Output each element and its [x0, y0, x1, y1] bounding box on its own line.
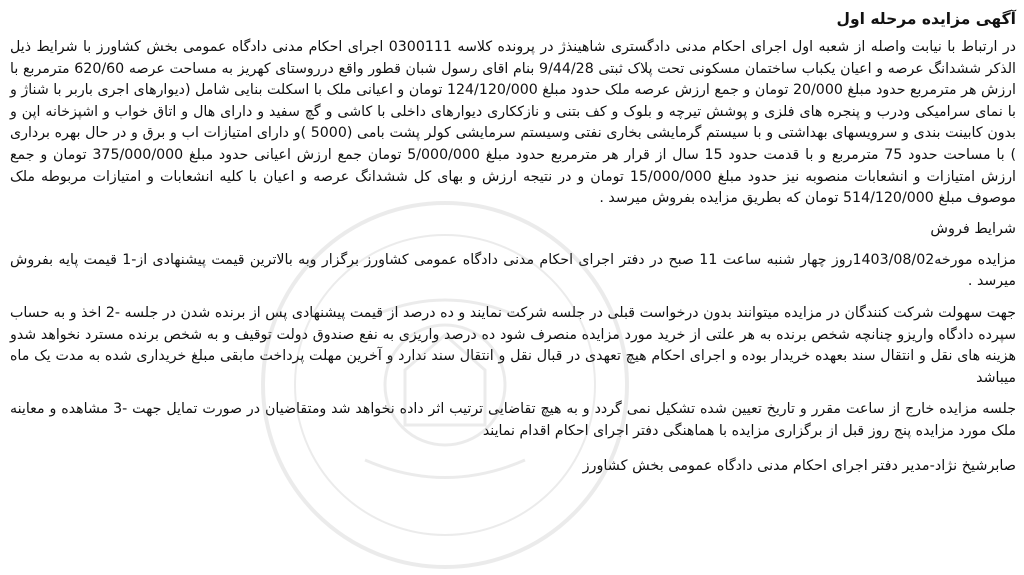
signature-line: صابرشیخ نژاد-مدیر دفتر اجرای احکام مدنی دادگاه عمومی بخش کشاورز	[582, 457, 1016, 474]
condition-item-2: جهت سهولت شرکت کنندگان در مزایده میتوانند بدون درخواست قبلی در جلسه شرکت نمایند و ده درصد از قیمت پیشنهادی پس از برنده شدن در جلسه -2 اخذ و به حساب سپرده دادگاه واریزو چنانچه شخص برنده به هر علتی از خرید مورد مزایده منصرف شود ده درصد واریزی به نفع صندوق دولت توقیف و به شخص برنده مسترد نخواهد شدو هزینه های نقل و انتقال سند بعهده خریدار بوده و اجرای احکام هیچ تعهدی در قبال نقل و انتقال سند ندارد و آخرین مهلت پرداخت مابقی مبلغ خریداری شده به مدت یک ماه میباشد	[10, 304, 1016, 386]
notice-body: در ارتباط با نیابت واصله از شعبه اول اجرای احکام مدنی دادگستری شاهینذژ در پرونده کلاسه 0300111 اجرای احکام مدنی دادگاه عمومی بخش کشاورز با شرایط ذیل الذکر ششدانگ عرصه و اعیان یکباب ساختمان مسکونی تحت پلاک ثبتی 9/44/28 بنام اقای رسول شبان قطور واقع درروستای کهریز به مساحت عرصه 620/60 مترمربع با ارزش هر مترمربع حدود مبلغ 20/000 تومان و جمع ارزش عرصه ملک حدود مبلغ 124/120/000 تومان و اعیانی ملک با اسکلت بنایی شامل (دیوارهای اجری باربر با شناژ و با نمای سرامیکی ودرب و پنجره های فلزی و پوشش تیرچه و بلوک و کف بتنی و نازککاری دیوارهای داخلی با کاشی و گچ سفید و دارای هال و اتاق خواب و اشپزخانه اپن و بدون کابینت بندی و سرویسهای بهداشتی و با سیستم گرمایشی بخاری نفتی وسیستم سرمایشی کولر پشت بامی (5000 )و دارای امتیازات اب و برق و در حال بهره برداری ) با مساحت حدود 75 مترمربع و با قدمت حدود 15 سال از قرار هر مترمربع حدود مبلغ 5/000/000 تومان جمع ارزش اعیانی حدود مبلغ 375/000/000 تومان و جمع ارزش امتیازات و انشعابات منصوبه نیز حدود مبلغ 15/000/000 تومان و در نتیجه ارزش و بهای کل ششدانگ عرصه و اعیان با کلیه انشعابات و امتیازات مربوطه ملک موصوف مبلغ 514/120/000 تومان که بطریق مزایده بفروش میرسد .	[10, 39, 1017, 207]
conditions-title: شرایط فروش	[930, 220, 1016, 237]
condition-item-3: جلسه مزایده خارج از ساعت مقرر و تاریخ تعیین شده تشکیل نمی گردد و به هیچ تقاضایی ترتیب اثر داده نخواهد شد ومتقاضیان در صورت تمایل جهت -3 مشاهده و معاینه ملک مورد مزایده پنج روز قبل از برگزاری مزایده با هماهنگی دفتر اجرای احکام اقدام نمایند	[10, 401, 1016, 439]
condition-item-1: مزایده مورخه1403/08/02روز چهار شنبه ساعت 11 صبح در دفتر اجرای احکام مدنی دادگاه عمومی کشاورز برگزار وبه بالاترین قیمت پیشنهادی از-1 قیمت پایه بفروش میرسد .	[10, 251, 1016, 290]
notice-title: آگهی مزایده مرحله اول	[836, 10, 1016, 28]
